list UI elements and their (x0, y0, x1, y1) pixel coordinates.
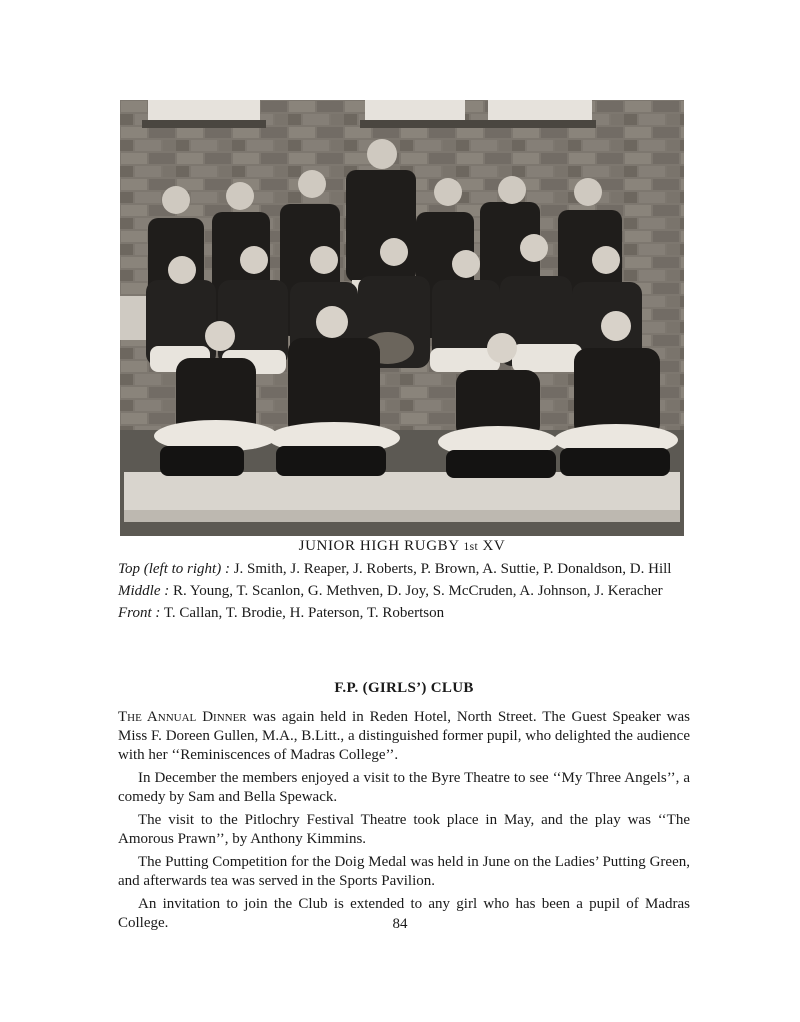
caption-title-ordinal-suffix: st (469, 541, 479, 553)
names-row-front (118, 604, 690, 623)
paragraph-5: An invitation to join the Club is extended to any girl who has been a pupil of Madras College. (118, 896, 690, 931)
paragraph-1 (118, 708, 690, 765)
page-number: 84 (392, 916, 408, 932)
team-photograph-image (120, 100, 684, 536)
row-label-top: Top (left to right) : (118, 561, 230, 577)
photo-caption-title (120, 538, 684, 555)
row-names-top: J. Smith, J. Reaper, J. Roberts, P. Brown, A. Suttie, P. Donaldson, D. Hill (233, 561, 672, 577)
player-names (118, 560, 690, 626)
paragraph-1-text: was again held in Reden Hotel, North Street. The Guest Speaker was Miss F. Doreen Gullen, M.A., B.Litt., a distinguished former pupil, who delighted the audience with her ‘‘Reminiscences of Madras College’’. (118, 709, 690, 763)
section-heading: F.P. (GIRLS’) CLUB (334, 680, 474, 696)
caption-title-ordinal-num: 1 (463, 541, 470, 553)
row-label-middle: Middle : (118, 583, 170, 599)
team-photograph (120, 100, 684, 536)
paragraph-1-lead: The Annual Dinner (118, 709, 247, 725)
row-names-middle: R. Young, T. Scanlon, G. Methven, D. Joy, S. McCruden, A. Johnson, J. Keracher (172, 583, 663, 599)
row-label-front: Front : (118, 605, 161, 621)
paragraph-2: In December the members enjoyed a visit to the Byre Theatre to see ‘‘My Three Angels’’, a comedy by Sam and Bella Spewack. (118, 770, 690, 805)
names-row-top (118, 560, 690, 579)
section-body (118, 708, 690, 937)
caption-title-main: JUNIOR HIGH RUGBY (298, 538, 460, 554)
paragraph-4: The Putting Competition for the Doig Medal was held in June on the Ladies’ Putting Green, and afterwards tea was served in the Sports Pavilion. (118, 854, 690, 889)
paragraph-3: The visit to the Pitlochry Festival Theatre took place in May, and the play was ‘‘The Amorous Prawn’’, by Anthony Kimmins. (118, 812, 690, 847)
names-row-middle (118, 582, 690, 601)
caption-title-end: XV (482, 538, 506, 554)
row-names-front: T. Callan, T. Brodie, H. Paterson, T. Robertson (163, 605, 445, 621)
